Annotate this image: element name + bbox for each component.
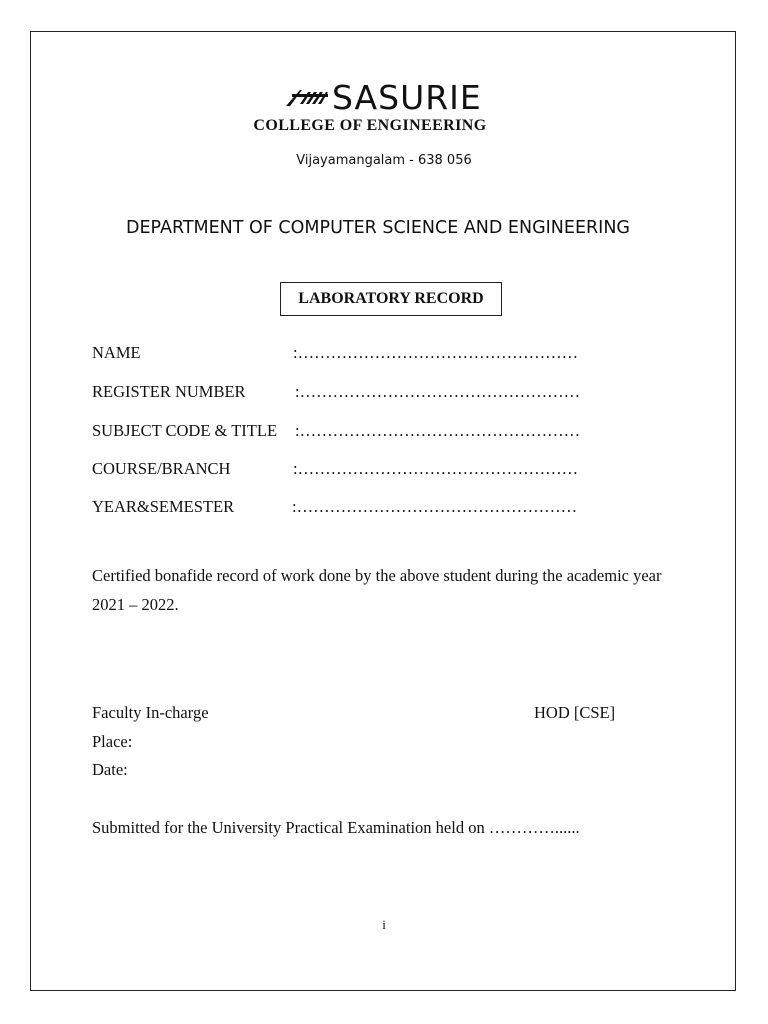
field-subject-value: :…………………………………………… <box>295 421 581 440</box>
field-name-value: :…………………………………………… <box>293 343 579 362</box>
field-course-label: COURSE/BRANCH <box>92 459 231 478</box>
page-number: i <box>382 917 386 932</box>
college-emblem-icon <box>286 84 328 114</box>
logo-name: SASURIE <box>332 78 482 117</box>
field-name <box>92 343 579 363</box>
department-title: DEPARTMENT OF COMPUTER SCIENCE AND ENGINEERING <box>126 218 630 238</box>
field-course <box>92 459 579 479</box>
field-course-value: :…………………………………………… <box>293 459 579 478</box>
field-register-value: :…………………………………………… <box>295 382 581 401</box>
certificate-text: Certified bonafide record of work done by the above student during the academic year 2021 – 2022. <box>92 566 662 614</box>
record-title-box: LABORATORY RECORD <box>280 282 502 316</box>
faculty-signature-label: Faculty In-charge <box>92 703 209 722</box>
logo-subtitle: COLLEGE OF ENGINEERING <box>253 117 487 134</box>
field-year <box>92 497 578 517</box>
field-register-label: REGISTER NUMBER <box>92 382 246 401</box>
field-year-label: YEAR&SEMESTER <box>92 497 235 516</box>
field-subject-label: SUBJECT CODE & TITLE <box>92 421 278 440</box>
date-label: Date: <box>92 760 128 779</box>
submission-text: Submitted for the University Practical Examination held on …………...... <box>92 818 580 837</box>
place-label: Place: <box>92 732 133 751</box>
hod-signature-label: HOD [CSE] <box>534 703 616 722</box>
college-location: Vijayamangalam - 638 056 <box>296 153 472 168</box>
college-logo <box>248 78 518 138</box>
field-subject <box>92 421 581 441</box>
field-name-label: NAME <box>92 343 141 362</box>
field-register-number <box>92 382 581 402</box>
field-year-value: :…………………………………………… <box>292 497 578 516</box>
